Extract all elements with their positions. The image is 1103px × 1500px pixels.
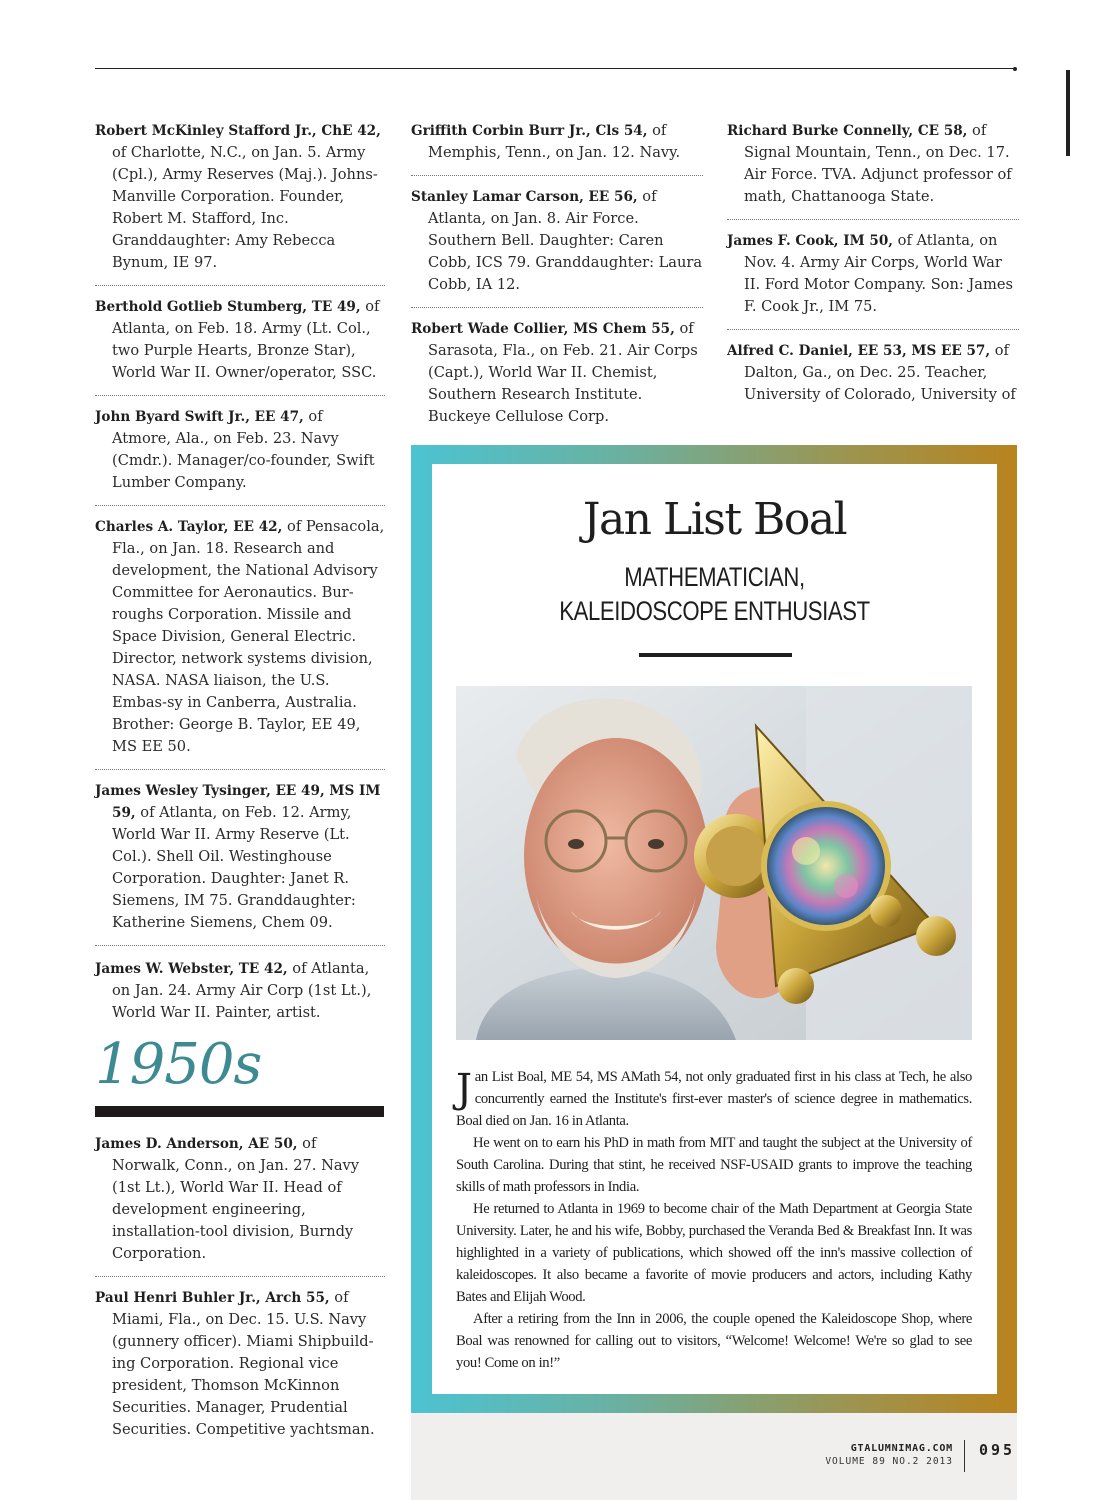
feature-subtitle (483, 560, 946, 628)
obituary-entry (95, 516, 385, 758)
obituary-text: of Norwalk, Conn., on Jan. 27. Navy (1st Lt.), World War II. Head of development engineering, installation-tool division, Burndy Corporation. (112, 1135, 360, 1262)
obituary-text: of Atlanta, on Jan. 24. Army Air Corp (1st Lt.), World War II. Painter, artist. (112, 960, 372, 1021)
obituary-name: Griffith Corbin Burr Jr., Cls 54, (411, 123, 648, 139)
obituary-name: James D. Anderson, AE 50, (95, 1136, 298, 1152)
obituary-name: Stanley Lamar Carson, EE 56, (411, 189, 638, 205)
obituary-name: Richard Burke Connelly, CE 58, (727, 123, 968, 139)
obituary-name: Robert Wade Collier, MS Chem 55, (411, 321, 675, 337)
obituary-text: of Atlanta, on Feb. 12. Army, World War II. Army Reserve (Lt. Col.). Shell Oil. Westinghouse Corporation. Daughter: Janet R. Siemens, IM 75. Granddaughter: Katherine Siemens, Chem 09. (112, 804, 356, 931)
feature-subtitle-line: KALEIDOSCOPE ENTHUSIAST (559, 596, 870, 626)
feature-paragraph: After a retiring from the Inn in 2006, the couple opened the Kaleidoscope Shop, where Boal was renowned for calling out to visitors, “Welcome! Welcome! We're so glad to see you! Come on in!” (456, 1311, 972, 1371)
dotted-separator (727, 219, 1019, 220)
obituary-column-1 (95, 120, 385, 1024)
obituary-text: of Atlanta, on Jan. 8. Air Force. Southern Bell. Daughter: Caren Cobb, ICS 79. Granddaughter: Laura Cobb, IA 12. (428, 188, 703, 293)
dotted-separator (727, 329, 1019, 330)
dotted-separator (95, 395, 385, 396)
obituary-entry (727, 230, 1019, 318)
feature-photo (456, 686, 972, 1040)
obituary-text: of Memphis, Tenn., on Jan. 12. Navy. (428, 122, 681, 161)
obituary-name: Paul Henri Buhler Jr., Arch 55, (95, 1290, 330, 1306)
obituary-name: Berthold Gotlieb Stumberg, TE 49, (95, 299, 361, 315)
obituary-entry (95, 780, 385, 934)
feature-paragraph (456, 1066, 972, 1132)
obituary-entry (95, 296, 385, 384)
obituary-text: of Atlanta, on Nov. 4. Army Air Corps, World War II. Ford Motor Company. Son: James F. Cook Jr., IM 75. (744, 232, 1013, 315)
obituary-text: of Atmore, Ala., on Feb. 23. Navy (Cmdr.). Manager/co-founder, Swift Lumber Company. (112, 408, 375, 491)
portrait-with-kaleidoscope-image (456, 686, 972, 1040)
obituary-entry (95, 406, 385, 494)
obituary-entry (411, 318, 703, 428)
feature-rule (639, 653, 792, 657)
obituary-name: Charles A. Taylor, EE 42, (95, 519, 283, 535)
dotted-separator (411, 307, 703, 308)
obituary-text: of Sarasota, Fla., on Feb. 21. Air Corps (Capt.), World War II. Chemist, Southern Research Institute. Buckeye Cellulose Corp. (428, 320, 698, 425)
obituary-column-3 (727, 120, 1019, 406)
obituary-column-2 (411, 120, 703, 428)
feature-paragraph: He went on to earn his PhD in math from MIT and taught the subject at the University of South Carolina. During that stint, he received NSF-USAID grants to improve the teaching skills of math professors in India. (456, 1135, 972, 1195)
obituary-text: of Atlanta, on Feb. 18. Army (Lt. Col., two Purple Hearts, Bronze Star), World War II. Owner/operator, SSC. (112, 298, 380, 381)
footer-volume: VOLUME 89 NO.2 2013 (825, 1456, 953, 1467)
feature-body (456, 1066, 972, 1374)
top-rule-dot (1013, 67, 1017, 71)
page-number: 095 (979, 1441, 1016, 1459)
obituary-entry (727, 340, 1019, 406)
obituary-entry (411, 120, 703, 164)
footer-divider (964, 1440, 965, 1472)
feature-subtitle-line: MATHEMATICIAN, (624, 562, 805, 592)
obituary-name: James Wesley Tysinger, EE 49, MS IM 59, (95, 783, 381, 821)
feature-paragraph-text: an List Boal, ME 54, MS AMath 54, not only graduated first in his class at Tech, he also concurrently earned the Institute's first-ever master's of science degree in mathematics. Boal died on Jan. 16 in Atlanta. (456, 1069, 972, 1129)
obituary-entry (411, 186, 703, 296)
feature-name: Jan List Boal (582, 494, 847, 545)
obituary-text: of Charlotte, N.C., on Jan. 5. Army (Cpl.), Army Reserves (Maj.). Johns-Manville Corporation. Founder, Robert M. Stafford, Inc. Granddaughter: Amy Rebecca Bynum, IE 97. (112, 144, 378, 271)
obituary-entry (95, 120, 385, 274)
footer-site: GTALUMNIMAG.COM (850, 1443, 953, 1454)
dotted-separator (95, 769, 385, 770)
decade-bar (95, 1106, 384, 1117)
obituary-entry (95, 958, 385, 1024)
obituary-text: of Pensacola, Fla., on Jan. 18. Research and development, the National Advisory Committee for Aeronautics. Bur-roughs Corporation. Missile and Space Division, General Electric. Director, network systems division, NASA. NASA liaison, the U.S. Embas-sy in Canberra, Australia. Brother: George B. Taylor, EE 49, MS EE 50. (112, 518, 385, 755)
obituary-text: of Dalton, Ga., on Dec. 25. Teacher, University of Colorado, University of (744, 342, 1016, 403)
obituary-text: of Signal Mountain, Tenn., on Dec. 17. Air Force. TVA. Adjunct professor of math, Chattanooga State. (744, 122, 1012, 205)
top-rule (95, 68, 1015, 69)
dotted-separator (411, 175, 703, 176)
dotted-separator (95, 945, 385, 946)
obituary-column-1-1950s (95, 1133, 385, 1441)
obituary-name: Robert McKinley Stafford Jr., ChE 42, (95, 123, 381, 139)
obituary-name: Alfred C. Daniel, EE 53, MS EE 57, (727, 343, 991, 359)
obituary-entry (95, 1287, 385, 1441)
dotted-separator (95, 285, 385, 286)
obituary-text: of Miami, Fla., on Dec. 15. U.S. Navy (gunnery officer). Miami Shipbuild-ing Corporation. Regional vice president, Thomson McKinnon Securities. Manager, Prudential Securities. Competitive yachtsman. (112, 1289, 375, 1438)
obituary-name: James F. Cook, IM 50, (727, 233, 894, 249)
dotted-separator (95, 505, 385, 506)
decade-heading: 1950s (95, 1032, 262, 1097)
feature-paragraph: He returned to Atlanta in 1969 to become chair of the Math Department at Georgia State University. Later, he and his wife, Bobby, purchased the Veranda Bed & Breakfast Inn. It was highlighted in a variety of publications, which showed off the inn's massive collection of kaleidoscopes. It also became a favorite of movie producers and actors, including Kathy Bates and Elijah Wood. (456, 1201, 972, 1305)
obituary-name: James W. Webster, TE 42, (95, 961, 288, 977)
obituary-entry (727, 120, 1019, 208)
obituary-entry (95, 1133, 385, 1265)
drop-cap: J (456, 1066, 472, 1112)
obituary-name: John Byard Swift Jr., EE 47, (95, 409, 304, 425)
dotted-separator (95, 1276, 385, 1277)
side-bar (1066, 70, 1070, 156)
